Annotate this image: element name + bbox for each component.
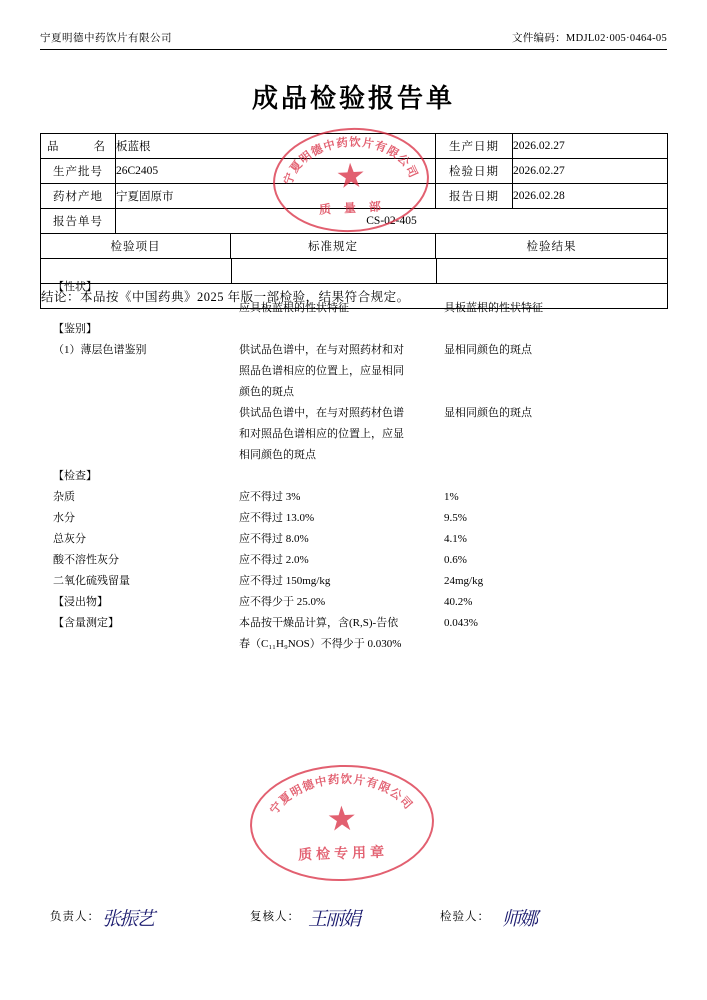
column-header-standard: 标准规定	[231, 234, 436, 259]
inspection-row	[41, 319, 667, 340]
inspection-standard	[231, 277, 436, 298]
inspection-row	[41, 592, 667, 613]
inspection-item: 杂质	[53, 491, 75, 503]
table-row	[41, 134, 668, 159]
inspection-item	[41, 424, 231, 445]
inspection-row	[41, 445, 667, 466]
inspection-item: （1）薄层色谱鉴别	[53, 344, 147, 356]
inspection-result	[436, 319, 666, 340]
field-value-inspection-date: 2026.02.27	[513, 159, 668, 184]
inspection-standard: 应不得过 13.0%	[239, 512, 315, 524]
star-icon: ★	[334, 157, 368, 197]
inspection-row	[41, 298, 667, 319]
inspection-row	[41, 529, 667, 550]
page-title: 成品检验报告单	[251, 84, 455, 113]
signature-reviewer	[250, 908, 440, 930]
field-label-product-name: 品 名	[41, 134, 116, 159]
report-table	[40, 133, 668, 650]
inspection-row	[41, 508, 667, 529]
inspection-item: 【性状】	[53, 281, 97, 293]
inspection-result: 9.5%	[444, 512, 467, 524]
inspection-row	[41, 550, 667, 571]
inspection-item: 二氧化硫残留量	[53, 575, 130, 587]
inspection-standard: 相同颜色的斑点	[239, 449, 316, 461]
field-value-report-date: 2026.02.28	[513, 184, 668, 209]
inspection-result: 40.2%	[444, 596, 473, 608]
inspection-rows	[41, 259, 667, 655]
inspection-result	[436, 382, 666, 403]
inspection-standard: 应不得少于 25.0%	[239, 596, 326, 608]
inspection-standard: 应具板蓝根的性状特征	[239, 302, 349, 314]
inspection-item	[41, 298, 231, 319]
inspection-standard: 本品按干燥品计算，含(R,S)-告依	[239, 617, 399, 629]
conclusion-text: 结论：本品按《中国药典》2025 年版一部检验，结果符合规定。	[41, 284, 668, 309]
inspection-row	[41, 634, 667, 655]
signature-manager-value: 张振艺	[102, 908, 154, 930]
inspection-item: 酸不溶性灰分	[53, 554, 119, 566]
inspection-seal-stamp	[248, 762, 436, 884]
inspection-row	[41, 571, 667, 592]
field-label-report-no: 报告单号	[41, 209, 116, 234]
inspection-result: 显相同颜色的斑点	[444, 344, 532, 356]
field-value-report-no: CS-02-405	[116, 209, 668, 234]
inspection-item	[41, 361, 231, 382]
inspection-standard: 供试品色谱中，在与对照药材和对	[239, 344, 404, 356]
stamp-sub-text-top: 质 量 部	[318, 199, 387, 217]
inspection-result: 24mg/kg	[444, 575, 484, 587]
company-name: 宁夏明德中药饮片有限公司	[40, 33, 172, 44]
signature-row	[40, 908, 667, 960]
inspection-result: 1%	[444, 491, 459, 503]
inspection-standard: 应不得过 3%	[239, 491, 301, 503]
signature-inspector-label: 检验人：	[440, 911, 490, 923]
stamp-arc-text-top: 宁夏明德中药饮片有限公司	[282, 136, 420, 187]
star-icon: ★	[326, 800, 358, 839]
inspection-row	[41, 403, 667, 424]
field-label-report-date: 报告日期	[436, 184, 513, 209]
field-label-origin: 药材产地	[41, 184, 116, 209]
inspection-row	[41, 487, 667, 508]
inspection-row	[41, 340, 667, 361]
inspection-item	[41, 382, 231, 403]
document-number: 文件编码：MDJL02·005·0464-05	[511, 33, 667, 44]
table-body-row	[41, 259, 668, 284]
table-row	[41, 209, 668, 234]
inspection-standard: 春（C₁₁H₉NOS）不得少于 0.030%	[239, 638, 402, 650]
inspection-result: 0.043%	[444, 617, 478, 629]
field-label-inspection-date: 检验日期	[436, 159, 513, 184]
inspection-item: 【检查】	[53, 470, 97, 482]
inspection-row	[41, 277, 667, 298]
field-label-production-date: 生产日期	[436, 134, 513, 159]
stamp-sub-text-bottom: 质检专用章	[297, 845, 389, 864]
field-value-product-name: 板蓝根	[116, 134, 436, 159]
inspection-result: 显相同颜色的斑点	[444, 407, 532, 419]
table-row	[41, 184, 668, 209]
inspection-item	[41, 634, 231, 655]
inspection-standard: 应不得过 2.0%	[239, 554, 309, 566]
inspection-result: 具板蓝根的性状特征	[444, 302, 543, 314]
field-value-origin: 宁夏固原市	[116, 184, 436, 209]
inspection-standard: 照品色谱相应的位置上，应显相同	[239, 365, 404, 377]
signature-reviewer-label: 复核人：	[250, 911, 300, 923]
inspection-row	[41, 466, 667, 487]
table-row	[41, 159, 668, 184]
inspection-standard	[231, 466, 436, 487]
inspection-item: 【浸出物】	[53, 596, 108, 608]
signature-reviewer-value: 王丽娟	[308, 908, 360, 930]
inspection-standard: 和对照品色谱相应的位置上，应显	[239, 428, 404, 440]
signature-manager-label: 负责人：	[50, 911, 100, 923]
inspection-item	[41, 445, 231, 466]
stamp-arc-bottom	[250, 764, 434, 882]
inspection-standard: 颜色的斑点	[239, 386, 294, 398]
signature-manager	[40, 908, 250, 930]
inspection-result	[436, 445, 666, 466]
signature-inspector-value: 师娜	[502, 908, 537, 930]
column-header-item: 检验项目	[41, 234, 231, 259]
inspection-row	[41, 613, 667, 634]
inspection-item: 【含量测定】	[53, 617, 119, 629]
inspection-standard: 供试品色谱中，在与对照药材色谱	[239, 407, 404, 419]
column-header-result: 检验结果	[436, 234, 668, 259]
inspection-result	[436, 634, 666, 655]
document-header	[40, 30, 667, 50]
inspection-item: 水分	[53, 512, 75, 524]
table-header-row	[41, 234, 668, 259]
inspection-standard	[231, 319, 436, 340]
field-value-batch-no: 26C2405	[116, 159, 436, 184]
inspection-item	[41, 403, 231, 424]
inspection-result	[436, 277, 666, 298]
inspection-standard: 应不得过 150mg/kg	[239, 575, 331, 587]
inspection-item: 【鉴别】	[53, 323, 97, 335]
signature-inspector	[440, 908, 650, 930]
inspection-result	[436, 424, 666, 445]
inspection-row	[41, 424, 667, 445]
inspection-standard: 应不得过 8.0%	[239, 533, 309, 545]
inspection-row	[41, 382, 667, 403]
inspection-result	[436, 466, 666, 487]
field-value-production-date: 2026.02.27	[513, 134, 668, 159]
inspection-result	[436, 361, 666, 382]
stamp-arc-text-bottom: 宁夏明德中药饮片有限公司	[268, 773, 415, 817]
field-label-batch-no: 生产批号	[41, 159, 116, 184]
inspection-result: 4.1%	[444, 533, 467, 545]
inspection-result: 0.6%	[444, 554, 467, 566]
inspection-item: 总灰分	[53, 533, 86, 545]
inspection-row	[41, 361, 667, 382]
